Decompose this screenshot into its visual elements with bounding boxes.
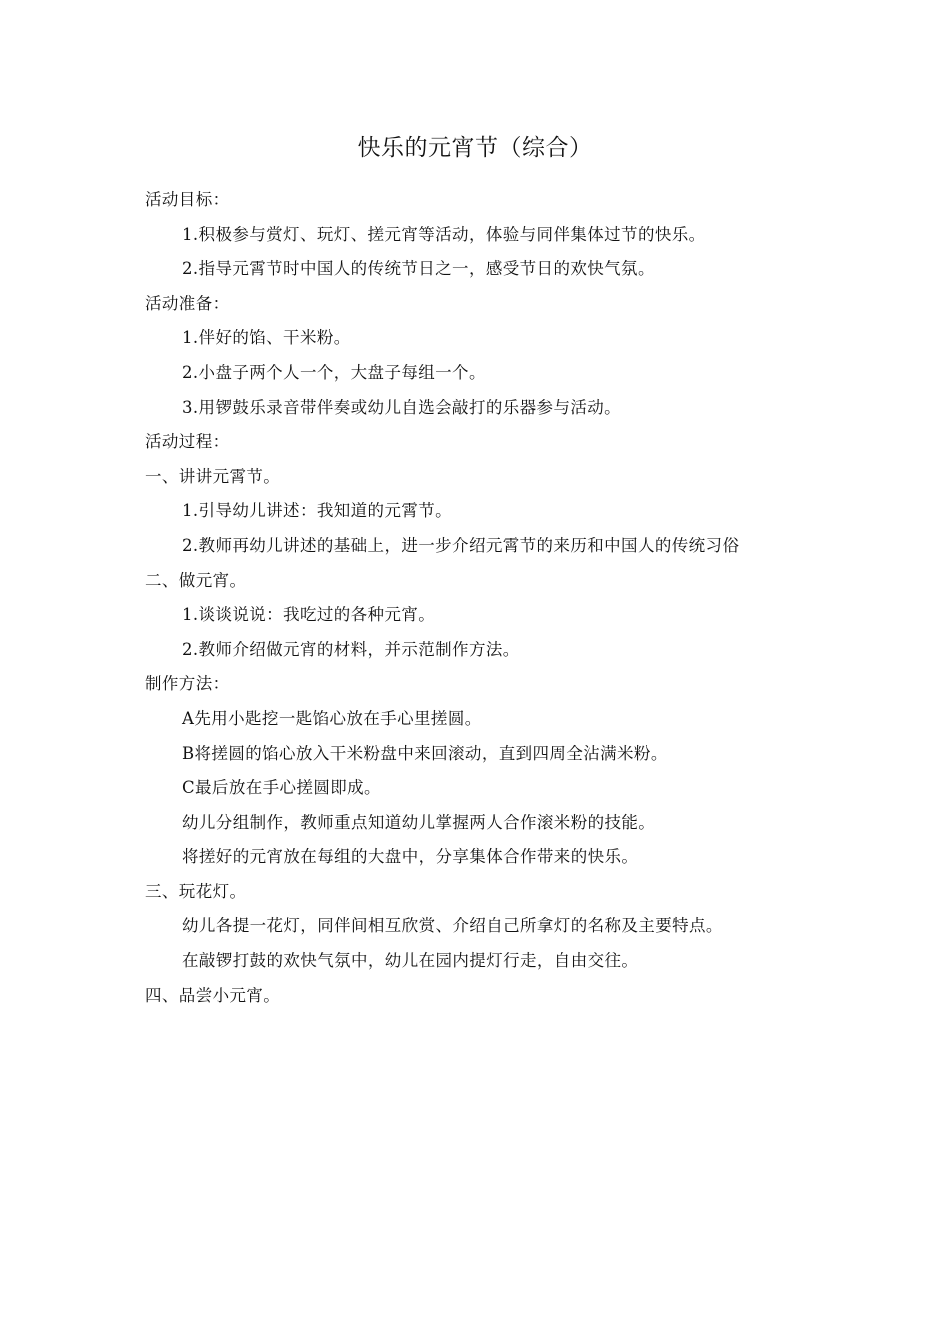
section-heading: 制作方法：	[145, 674, 230, 694]
body-paragraph: 2.教师再幼儿讲述的基础上，进一步介绍元霄节的来历和中国人的传统习俗	[182, 535, 740, 555]
body-paragraph: 将搓好的元宵放在每组的大盘中，分享集体合作带来的快乐。	[182, 847, 639, 867]
body-paragraph: 2.教师介绍做元宵的材料，并示范制作方法。	[182, 639, 520, 659]
section-heading: 一、讲讲元霄节。	[145, 466, 281, 486]
body-paragraph: 幼儿分组制作，教师重点知道幼儿掌握两人合作滚米粉的技能。	[182, 812, 656, 832]
body-paragraph: 幼儿各提一花灯，同伴间相互欣赏、介绍自己所拿灯的名称及主要特点。	[182, 916, 723, 936]
document-body	[145, 183, 825, 1013]
section-heading: 活动过程：	[145, 432, 230, 452]
body-paragraph: C最后放在手心搓圆即成。	[182, 778, 381, 798]
page-title: 快乐的元宵节（综合）	[357, 135, 593, 161]
body-paragraph: 1.谈谈说说：我吃过的各种元宵。	[182, 605, 436, 625]
section-heading: 活动目标：	[145, 190, 230, 209]
section-heading: 四、品尝小元宵。	[145, 985, 281, 1005]
section-heading: 二、做元宵。	[145, 570, 247, 590]
body-paragraph: 2.指导元霄节时中国人的传统节日之一，感受节日的欢快气氛。	[182, 259, 655, 279]
body-paragraph: 在敲锣打鼓的欢快气氛中，幼儿在园内提灯行走，自由交往。	[182, 951, 639, 971]
body-paragraph: 2.小盘子两个人一个，大盘子每组一个。	[182, 362, 486, 382]
body-paragraph: 1.伴好的馅、干米粉。	[182, 328, 351, 348]
body-paragraph: A先用小匙挖一匙馅心放在手心里搓圆。	[182, 708, 482, 728]
section-heading: 三、玩花灯。	[145, 881, 247, 901]
body-paragraph: 1.引导幼儿讲述：我知道的元霄节。	[182, 501, 453, 521]
section-heading: 活动准备：	[145, 293, 230, 313]
body-paragraph: B将搓圆的馅心放入干米粉盘中来回滚动，直到四周全沾满米粉。	[182, 743, 668, 763]
body-paragraph: 3.用锣鼓乐录音带伴奏或幼儿自选会敲打的乐器参与活动。	[182, 397, 622, 417]
body-paragraph: 1.积极参与赏灯、玩灯、搓元宵等活动，体验与同伴集体过节的快乐。	[182, 224, 706, 244]
